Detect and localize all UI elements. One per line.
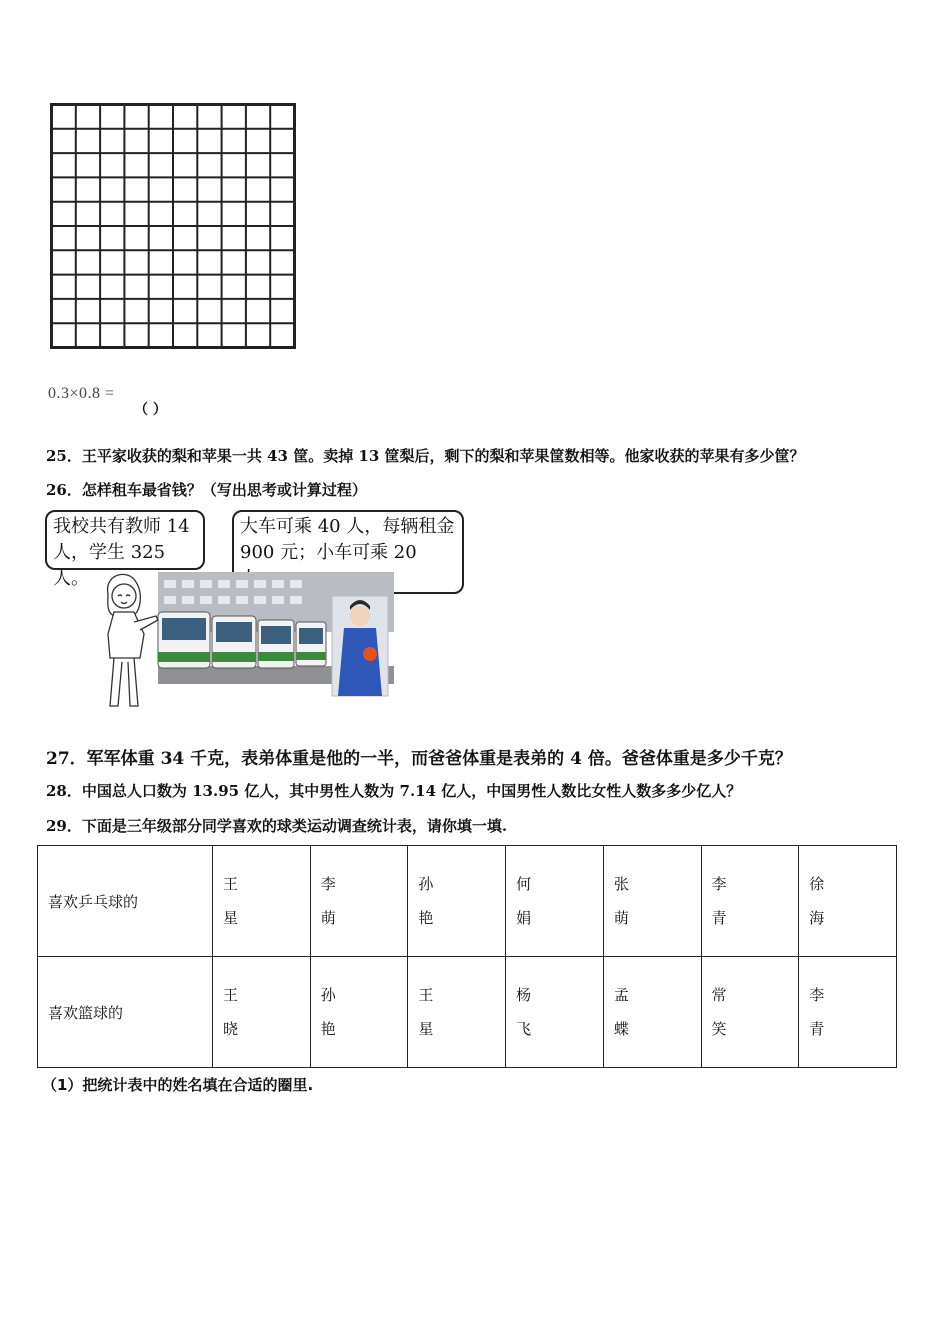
name-cell: 徐 海 [799,846,897,957]
teacher-bubble-line: 人，学生 325 人。 [53,542,166,589]
sub-question-1: （1）把统计表中的姓名填在合适的圈里. [42,1076,314,1094]
name-cell: 王 星 [213,846,311,957]
row-label: 喜欢乒乓球的 [38,846,213,957]
answer-blank: （ ） [134,402,167,418]
grid-figure [50,103,296,349]
teacher-speech-bubble [45,510,205,589]
name-cell: 常 笑 [701,957,799,1068]
name-cell: 李 青 [701,846,799,957]
name-cell: 何 娟 [506,846,604,957]
question-26: 26．怎样租车最省钱？（写出思考或计算过程） [46,481,367,499]
row-label: 喜欢篮球的 [38,957,213,1068]
bus-rental-illustration [100,566,400,720]
name-cell: 孟 蝶 [603,957,701,1068]
question-27: 27．军军体重 34 千克，表弟体重是他的一半，而爸爸体重是表弟的 4 倍。爸爸体重是多少千克？ [46,749,792,769]
question-28: 28．中国总人口数为 13.95 亿人，其中男性人数为 7.14 亿人，中国男性人数比女性人数多多少亿人？ [46,782,742,800]
clerk-bubble-line: 大车可乘 40 人，每辆租金 [240,516,455,537]
name-cell: 杨 飞 [506,957,604,1068]
name-cell: 孙 艳 [310,957,408,1068]
name-cell: 孙 艳 [408,846,506,957]
name-cell: 李 青 [799,957,897,1068]
multiplication-expression: 0.3×0.8 = [48,385,115,402]
name-cell: 李 萌 [310,846,408,957]
table-row [38,957,897,1068]
teacher-bubble-line: 我校共有教师 14 [53,516,190,537]
clerk-bubble-line: 900 元；小车可乘 20 [240,542,417,563]
table-row [38,846,897,957]
name-cell: 王 星 [408,957,506,1068]
name-cell: 张 萌 [603,846,701,957]
name-cell: 王 晓 [213,957,311,1068]
hundred-grid [50,103,296,349]
question-25: 25．王平家收获的梨和苹果一共 43 筐。卖掉 13 筐梨后，剩下的梨和苹果筐数相等。他家收获的苹果有多少筐？ [46,447,805,465]
question-29: 29．下面是三年级部分同学喜欢的球类运动调查统计表，请你填一填. [46,817,508,835]
ball-sports-survey-table [37,845,897,1068]
